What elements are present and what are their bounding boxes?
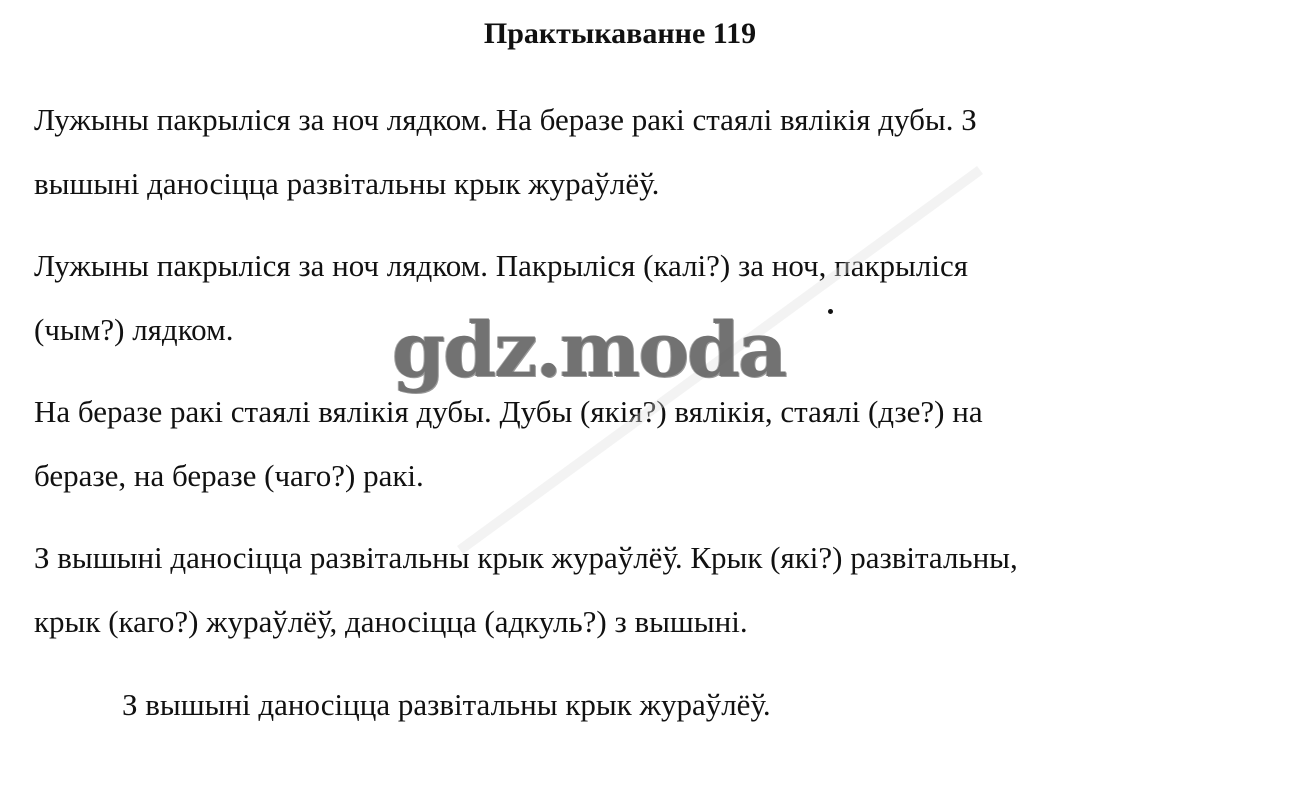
paragraph-line: Лужыны пакрыліся за ноч лядком. Пакрыліся (калі?) за ноч, пакрыліся [34,248,968,283]
paragraph-1 [34,88,1234,216]
paragraph-4 [34,526,1234,654]
paragraph-line: (чым?) лядком. [34,312,234,347]
paragraph-line: З вышыні даносіцца развітальны крык жураўлёў. Крык (які?) развітальны, [34,540,1018,575]
paragraph-line: вышыні даносіцца развітальны крык жураўлёў. [34,166,660,201]
page-title: Практыкаванне 119 [483,17,757,50]
paragraph-3 [34,380,1234,508]
paragraph-line: Лужыны пакрыліся за ноч лядком. На беразе ракі стаялі вялікія дубы. З [34,102,977,137]
paragraph-line: беразе, на беразе (чаго?) ракі. [34,458,424,493]
paragraph-5 [122,673,1289,737]
paragraph-2 [34,234,1234,362]
paragraph-line: крык (каго?) жураўлёў, даносіцца (адкуль?) з вышыні. [34,604,748,639]
watermark-logo: gdz.moda [392,305,786,394]
stray-dot [828,309,833,314]
paragraph-line: На беразе ракі стаялі вялікія дубы. Дубы (якія?) вялікія, стаялі (дзе?) на [34,394,983,429]
paragraph-line: З вышыні даносіцца развітальны крык жураўлёў. [122,687,771,722]
